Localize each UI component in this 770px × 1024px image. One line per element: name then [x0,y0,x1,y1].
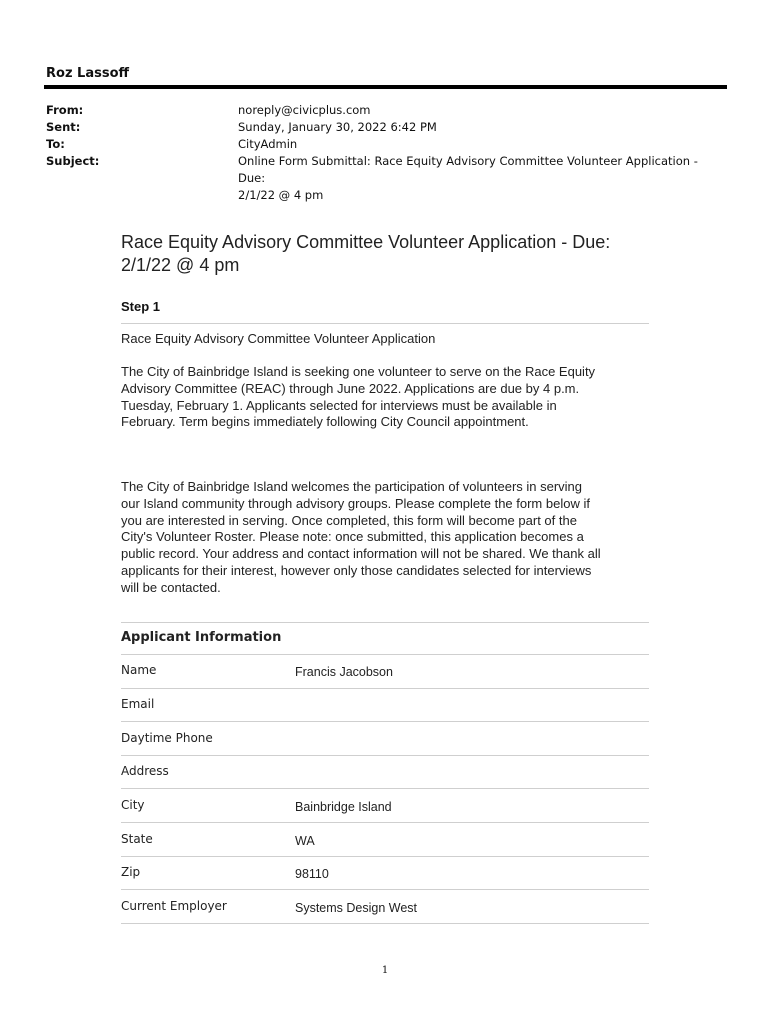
field-label-state: State [121,832,153,846]
field-label-address: Address [121,764,169,778]
welcome-line: our Island community through advisory groups. Please complete the form below if [121,495,590,511]
divider [121,889,649,890]
welcome-line: applicants for their interest, however only those candidates selected for interviews [121,562,592,578]
field-label-name: Name [121,663,157,677]
divider [121,856,649,857]
field-value-city: Bainbridge Island [295,800,392,814]
divider [121,622,649,623]
field-label-city: City [121,798,145,812]
intro-line: February. Term begins immediately following City Council appointment. [121,414,529,430]
divider [121,323,649,324]
field-label-current-employer: Current Employer [121,899,227,913]
from-label: From: [46,103,84,117]
field-label-daytime-phone: Daytime Phone [121,731,213,745]
subject-value [238,153,718,204]
form-title-line-1: Race Equity Advisory Committee Volunteer Application - Due: [121,232,611,252]
field-label-zip: Zip [121,865,141,879]
to-row [46,136,298,153]
intro-paragraph [121,364,646,431]
field-value-state: WA [295,834,315,848]
to-value: CityAdmin [238,137,298,151]
divider [121,755,649,756]
form-subtitle: Race Equity Advisory Committee Volunteer Application [121,331,436,346]
step-heading: Step 1 [121,299,161,314]
to-label: To: [46,137,65,151]
welcome-line: The City of Bainbridge Island welcomes the participation of volunteers in serving [121,479,583,494]
subject-label: Subject: [46,154,100,168]
field-value-current-employer: Systems Design West [295,901,418,915]
divider [121,788,649,789]
sent-label: Sent: [46,120,81,134]
welcome-line: City's Volunteer Roster. Please note: once submitted, this application becomes a [121,529,584,545]
welcome-line: public record. Your address and contact information will not be shared. We thank all [121,546,601,562]
welcome-line: will be contacted. [121,579,221,595]
sent-row [46,119,437,136]
subject-line-2: 2/1/22 @ 4 pm [238,188,324,202]
subject-row [46,153,236,170]
subject-line-1: Online Form Submittal: Race Equity Advisory Committee Volunteer Application - Due: [238,154,698,185]
sent-value: Sunday, January 30, 2022 6:42 PM [238,120,437,134]
form-title-line-2: 2/1/22 @ 4 pm [121,255,240,275]
field-value-zip: 98110 [295,867,329,881]
field-label-email: Email [121,697,155,711]
welcome-line: you are interested in serving. Once completed, this form will become part of the [121,512,577,528]
divider [121,688,649,689]
applicant-info-heading: Applicant Information [121,630,282,645]
from-row [46,102,371,119]
divider [121,721,649,722]
form-title [121,231,641,277]
divider [121,923,649,924]
divider [121,822,649,823]
welcome-paragraph [121,479,646,597]
mailbox-owner: Roz Lassoff [46,66,130,81]
header-rule [44,85,727,89]
page-number: 1 [381,965,389,976]
field-value-name: Francis Jacobson [295,665,393,679]
intro-line: Advisory Committee (REAC) through June 2022. Applications are due by 4 p.m. [121,380,580,396]
intro-line: The City of Bainbridge Island is seeking one volunteer to serve on the Race Equity [121,364,596,379]
divider [121,654,649,655]
from-value: noreply@civicplus.com [238,103,371,117]
intro-line: Tuesday, February 1. Applicants selected for interviews must be available in [121,397,557,413]
